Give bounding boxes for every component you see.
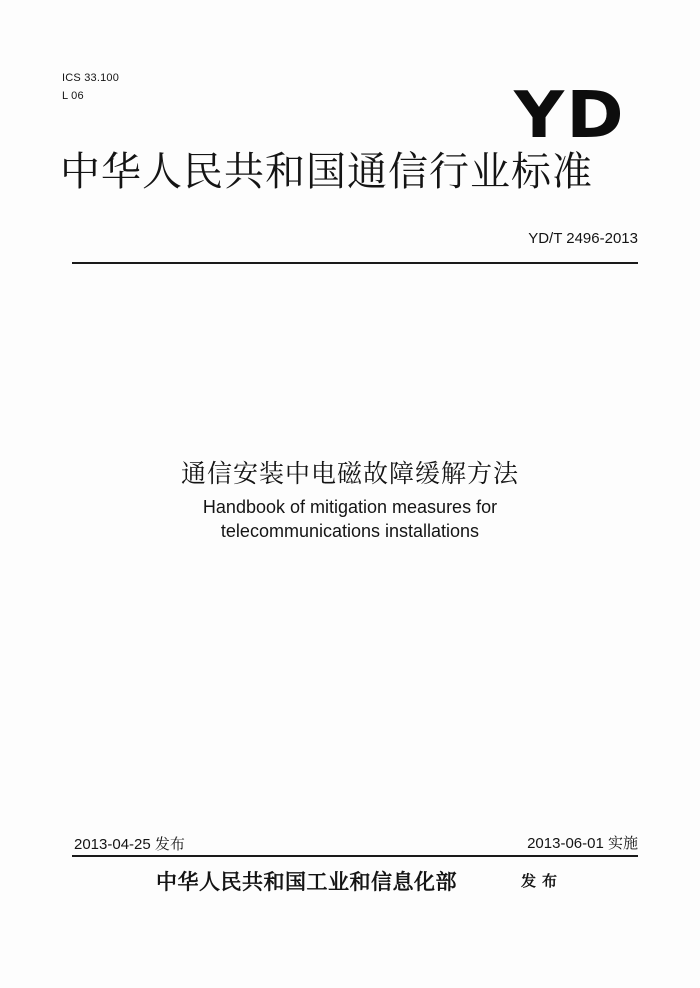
issuer-action: 发布 (521, 872, 564, 890)
implementation-date: 2013-06-01 实施 (527, 835, 638, 852)
issuing-authority: 中华人民共和国工业和信息化部 (156, 869, 457, 894)
issue-date: 2013-04-25 发布 (74, 836, 185, 853)
ics-code: ICS 33.100 (62, 72, 120, 84)
top-divider (72, 262, 638, 264)
industry-standard-title: 中华人民共和国通信行业标准 (60, 149, 593, 195)
document-title-chinese: 通信安装中电磁故障缓解方法 (180, 459, 519, 488)
classification-code: L 06 (62, 90, 84, 102)
document-title-english-line1: Handbook of mitigation measures for (202, 497, 498, 517)
yd-logo: YD (514, 79, 626, 153)
standard-number: YD/T 2496-2013 (528, 230, 638, 247)
document-title-english-line2: telecommunications installations (220, 521, 480, 541)
bottom-divider (72, 855, 638, 857)
